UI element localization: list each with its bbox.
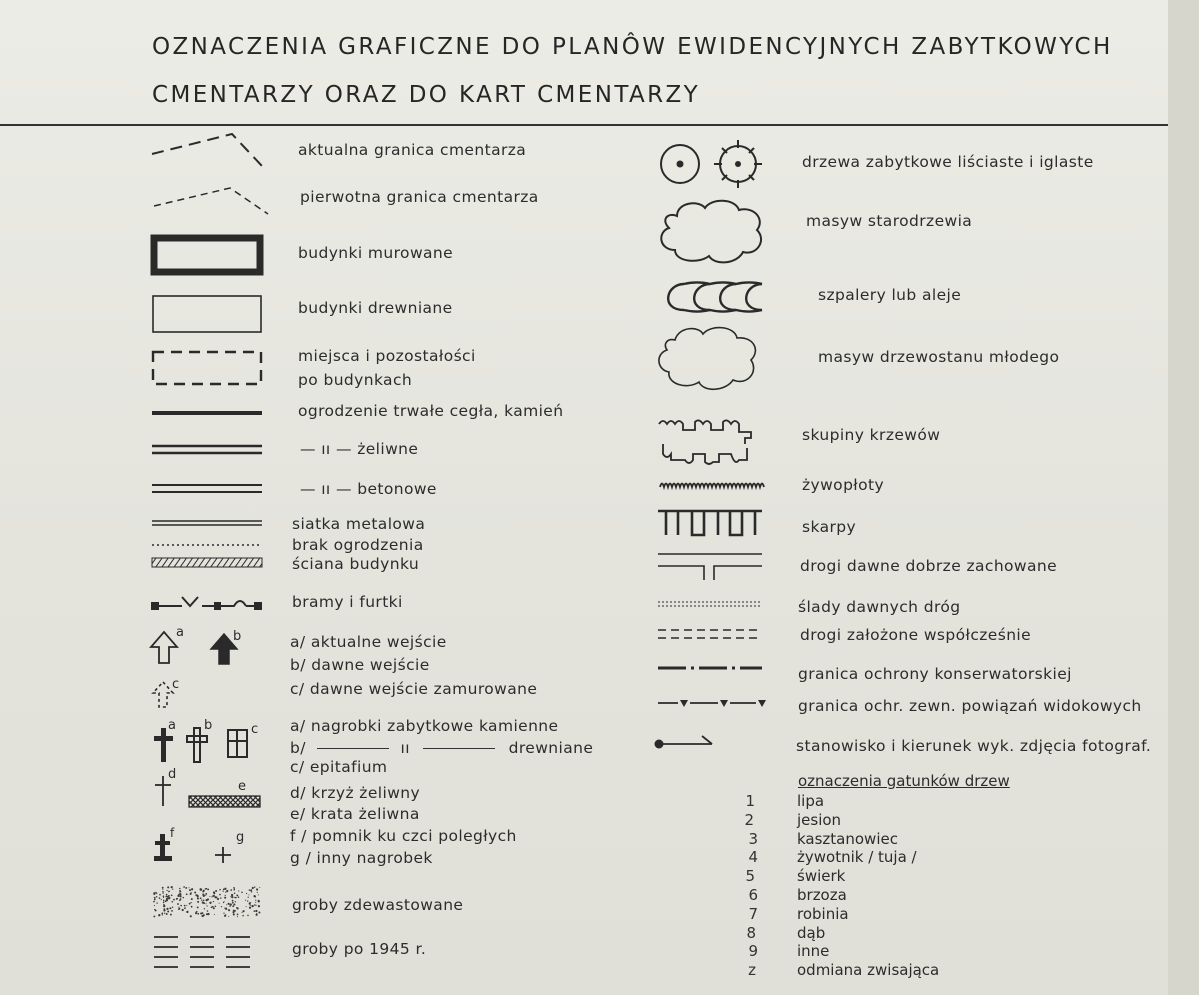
- label-former-entrance: b/ dawne wejście: [290, 656, 430, 674]
- no-fence-symbol: [150, 543, 265, 547]
- tomb-a-tag: a: [168, 718, 177, 733]
- wooden-building-symbol: [150, 294, 265, 336]
- ditto-mark: — ıı —: [300, 480, 352, 498]
- shrub-groups-icon: [655, 414, 767, 470]
- other-tomb-icon: [214, 846, 232, 864]
- label-epitaph: c/ epitafium: [290, 758, 388, 776]
- species-heading: oznaczenia gatunków drzew: [798, 772, 1010, 790]
- label-conservation-boundary: granica ochrony konserwatorskiej: [798, 665, 1072, 683]
- entrance-c-tag: c: [172, 677, 180, 692]
- species-name: świerk: [797, 867, 846, 886]
- road-traces-symbol: [656, 600, 766, 608]
- species-number: 5: [745, 867, 755, 886]
- old-stand-icon: [655, 196, 767, 268]
- ditto-mark: — ıı —: [300, 440, 352, 458]
- label-young-stand: masyw drzewostanu młodego: [818, 348, 1060, 366]
- species-name: jesion: [797, 810, 842, 829]
- label-tree-alley: szpalery lub aleje: [818, 286, 962, 304]
- ditto-mark: ıı: [400, 739, 410, 757]
- concrete-text: betonowe: [357, 480, 437, 498]
- label-current-entrance: a/ aktualne wejście: [290, 633, 447, 651]
- species-number: 4: [748, 848, 758, 867]
- wooden-tomb-text: drewniane: [508, 739, 594, 757]
- label-war-memorial: f / pomnik ku czci poległych: [290, 827, 517, 845]
- species-name: żywotnik / tuja /: [797, 848, 917, 867]
- title-line-1: OZNACZENIA GRAFICZNE DO PLANÔW EWIDENCYJNYCH ZABYTKOWYCH: [152, 34, 1113, 60]
- permanent-fence-symbol: [150, 409, 265, 417]
- masonry-building-symbol: [150, 234, 265, 278]
- label-walled-entrance: c/ dawne wejście zamurowane: [290, 680, 538, 698]
- cast-iron-fence-symbol: [150, 444, 265, 456]
- label-hedge: żywopłoty: [802, 476, 885, 494]
- photo-station-symbol: [654, 734, 722, 754]
- species-name: robinia: [797, 904, 849, 923]
- memorial-f-tag: f: [170, 826, 175, 840]
- species-name: dąb: [797, 923, 826, 942]
- building-remains-symbol: [150, 348, 265, 390]
- label-no-fence: brak ogrodzenia: [292, 536, 424, 554]
- label-old-stand: masyw starodrzewia: [806, 212, 973, 230]
- hedge-symbol: [658, 480, 766, 492]
- post-1945-graves-symbol: [150, 934, 265, 974]
- devastated-graves-symbol: [150, 884, 265, 920]
- tomb-c-tag: c: [251, 722, 259, 737]
- metal-mesh-symbol: [150, 519, 265, 527]
- species-name: brzoza: [797, 886, 847, 904]
- species-name: odmiana zwisająca: [797, 961, 940, 980]
- label-concrete-fence: [300, 480, 437, 498]
- species-number: 7: [748, 904, 758, 923]
- gate-symbol: [150, 592, 265, 616]
- building-wall-symbol: [150, 557, 265, 569]
- label-view-boundary: granica ochr. zewn. powiązań widokowych: [798, 697, 1142, 715]
- epitaph-icon: [226, 728, 250, 760]
- cast-iron-grille-symbol: [188, 795, 262, 809]
- species-name: lipa: [797, 792, 825, 810]
- species-name: inne: [797, 942, 830, 961]
- label-cast-iron-fence: [300, 440, 418, 458]
- label-masonry-building: budynki murowane: [298, 244, 454, 262]
- label-gate: bramy i furtki: [292, 593, 403, 611]
- entrance-a-tag: a: [176, 625, 185, 640]
- species-number: 1: [745, 792, 755, 810]
- sheet-edge: [1168, 0, 1199, 995]
- cross-d-tag: d: [168, 767, 177, 782]
- tree-alley-icon: [658, 280, 770, 314]
- wooden-tomb-prefix: b/: [290, 739, 306, 757]
- label-wooden-tomb: [290, 739, 593, 757]
- original-boundary-symbol: [152, 184, 272, 218]
- modern-roads-symbol: [656, 628, 766, 640]
- entrance-b-tag: b: [233, 629, 242, 644]
- label-historic-trees: drzewa zabytkowe liściaste i iglaste: [802, 153, 1094, 171]
- label-modern-roads: drogi założone współcześnie: [800, 626, 1032, 644]
- label-original-boundary: pierwotna granica cmentarza: [300, 188, 539, 206]
- ditto-line: [317, 748, 389, 749]
- label-old-roads: drogi dawne dobrze zachowane: [800, 557, 1058, 575]
- slopes-symbol: [656, 508, 766, 538]
- species-number: 8: [746, 923, 756, 942]
- species-number: 3: [748, 829, 758, 848]
- current-boundary-symbol: [150, 128, 265, 170]
- tomb-b-tag: b: [204, 718, 213, 733]
- label-cast-iron-cross: d/ krzyż żeliwny: [290, 784, 421, 802]
- label-road-traces: ślady dawnych dróg: [798, 598, 961, 616]
- cast-iron-text: żeliwne: [357, 440, 419, 458]
- species-name: kasztanowiec: [797, 829, 898, 848]
- label-devastated-graves: groby zdewastowane: [292, 896, 464, 914]
- view-boundary-symbol: [656, 698, 768, 710]
- label-cast-iron-grille: e/ krata żeliwna: [290, 805, 420, 823]
- label-building-wall: ściana budynku: [292, 555, 420, 573]
- ditto-line: [423, 748, 495, 749]
- species-number: 6: [748, 886, 758, 904]
- young-stand-icon: [655, 320, 763, 396]
- label-building-remains-2: po budynkach: [298, 371, 413, 389]
- label-stone-tomb: a/ nagrobki zabytkowe kamienne: [290, 717, 559, 735]
- label-current-boundary: aktualna granica cmentarza: [298, 141, 527, 159]
- title-line-2: CMENTARZY ORAZ DO KART CMENTARZY: [152, 82, 701, 108]
- label-metal-mesh: siatka metalowa: [292, 515, 426, 533]
- label-photo-station: stanowisko i kierunek wyk. zdjęcia fotograf.: [796, 737, 1152, 755]
- label-wooden-building: budynki drewniane: [298, 299, 453, 317]
- species-number: z: [748, 961, 756, 980]
- grille-e-tag: e: [238, 779, 247, 794]
- label-permanent-fence: ogrodzenie trwałe cegła, kamień: [298, 402, 564, 420]
- label-shrub-groups: skupiny krzewów: [802, 426, 941, 444]
- title-divider: [0, 124, 1168, 126]
- concrete-fence-symbol: [150, 483, 265, 495]
- label-post-1945-graves: groby po 1945 r.: [292, 940, 427, 958]
- species-number: 9: [748, 942, 758, 961]
- conservation-boundary-symbol: [656, 664, 766, 672]
- historic-trees-icon: [658, 140, 774, 190]
- label-slopes: skarpy: [802, 518, 857, 536]
- old-roads-symbol: [656, 552, 766, 582]
- tomb-g-tag: g: [236, 830, 245, 845]
- label-other-tomb: g / inny nagrobek: [290, 849, 433, 867]
- species-number: 2: [744, 810, 754, 829]
- label-building-remains-1: miejsca i pozostałości: [298, 347, 476, 365]
